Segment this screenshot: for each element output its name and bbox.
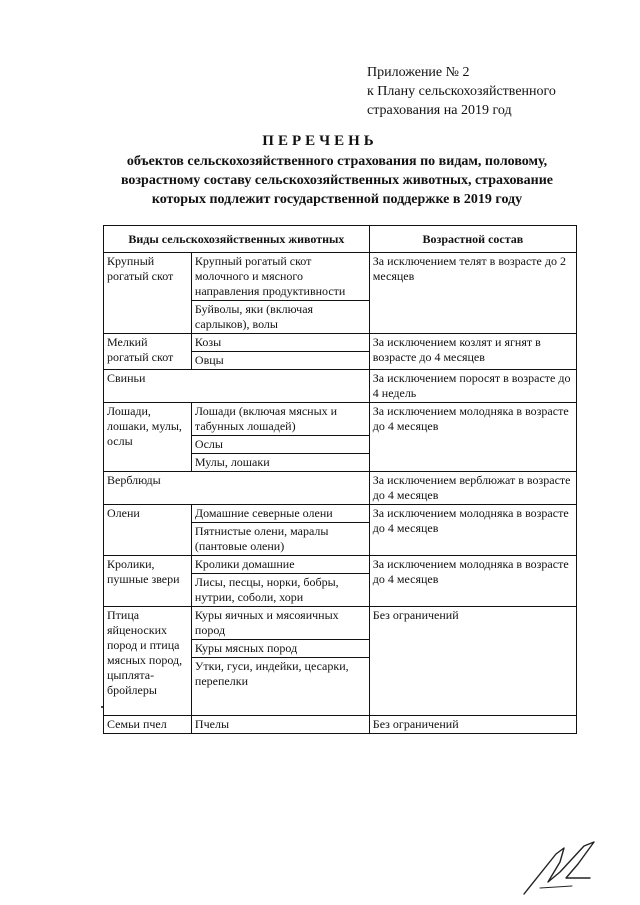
item-cell: Пятнистые олени, маралы (пантовые олени) <box>191 523 369 556</box>
appendix-plan-ref: к Плану сельскохозяйственного <box>367 84 556 99</box>
age-cell: За исключением поросят в возрасте до 4 недель <box>369 370 576 403</box>
table-row <box>104 253 577 301</box>
age-cell: За исключением молодняка в возрасте до 4 месяцев <box>369 403 576 472</box>
item-cell: Мулы, лошаки <box>191 454 369 472</box>
group-cell: Лошади, лошаки, мулы, ослы <box>104 403 192 472</box>
item-cell: Лисы, песцы, норки, бобры, нутрии, соболи, хори <box>191 574 369 607</box>
appendix-plan-year: страхования на 2019 год <box>367 103 512 118</box>
document-subtitle <box>92 152 582 209</box>
animals-table <box>103 225 577 734</box>
subtitle-line-3: которых подлежит государственной поддержке в 2019 году <box>151 192 523 207</box>
group-cell: Птица яйценоских пород и птица мясных пород, цыплята-бройлеры <box>104 607 192 716</box>
signature-icon <box>520 838 600 896</box>
table-row <box>104 472 577 505</box>
group-cell: Семьи пчел <box>104 716 192 734</box>
item-cell: Лошади (включая мясных и табунных лошадей) <box>191 403 369 436</box>
subtitle-line-2: возрастному составу сельскохозяйственных животных, страхование <box>120 173 554 188</box>
item-cell: Овцы <box>191 352 369 370</box>
table-row <box>104 403 577 436</box>
document-title: ПЕРЕЧЕНЬ <box>262 133 378 149</box>
header-age-composition: Возрастной состав <box>369 226 576 253</box>
item-cell: Кролики домашние <box>191 556 369 574</box>
group-cell: Мелкий рогатый скот <box>104 334 192 370</box>
age-cell: За исключением верблюжат в возрасте до 4 месяцев <box>369 472 576 505</box>
table-row <box>104 556 577 574</box>
age-cell: За исключением телят в возрасте до 2 месяцев <box>369 253 576 334</box>
item-cell: Ослы <box>191 436 369 454</box>
group-cell: Крупный рогатый скот <box>104 253 192 334</box>
age-cell: За исключением молодняка в возрасте до 4 месяцев <box>369 556 576 607</box>
table-row <box>104 334 577 352</box>
subtitle-line-1: объектов сельскохозяйственного страхования по видам, половому, <box>126 154 548 169</box>
group-cell: Свиньи <box>104 370 370 403</box>
item-cell: Утки, гуси, индейки, цесарки, перепелки <box>191 658 369 716</box>
table-row <box>104 716 577 734</box>
table-row <box>104 370 577 403</box>
item-cell: Пчелы <box>191 716 369 734</box>
scan-mark <box>101 706 103 708</box>
header-animal-types: Виды сельскохозяйственных животных <box>104 226 370 253</box>
age-cell: За исключением молодняка в возрасте до 4 месяцев <box>369 505 576 556</box>
appendix-number: Приложение № 2 <box>367 65 470 80</box>
group-cell: Кролики, пушные звери <box>104 556 192 607</box>
table-header-row <box>104 226 577 253</box>
item-cell: Буйволы, яки (включая сарлыков), волы <box>191 301 369 334</box>
age-cell: За исключением козлят и ягнят в возрасте до 4 месяцев <box>369 334 576 370</box>
group-cell: Олени <box>104 505 192 556</box>
item-cell: Куры мясных пород <box>191 640 369 658</box>
group-cell: Верблюды <box>104 472 370 505</box>
age-cell: Без ограничений <box>369 607 576 716</box>
table-row <box>104 505 577 523</box>
item-cell: Куры яичных и мясояичных пород <box>191 607 369 640</box>
item-cell: Домашние северные олени <box>191 505 369 523</box>
appendix-header <box>367 63 627 120</box>
item-cell: Крупный рогатый скот молочного и мясного направления продуктивности <box>191 253 369 301</box>
age-cell: Без ограничений <box>369 716 576 734</box>
item-cell: Козы <box>191 334 369 352</box>
table-row <box>104 607 577 640</box>
